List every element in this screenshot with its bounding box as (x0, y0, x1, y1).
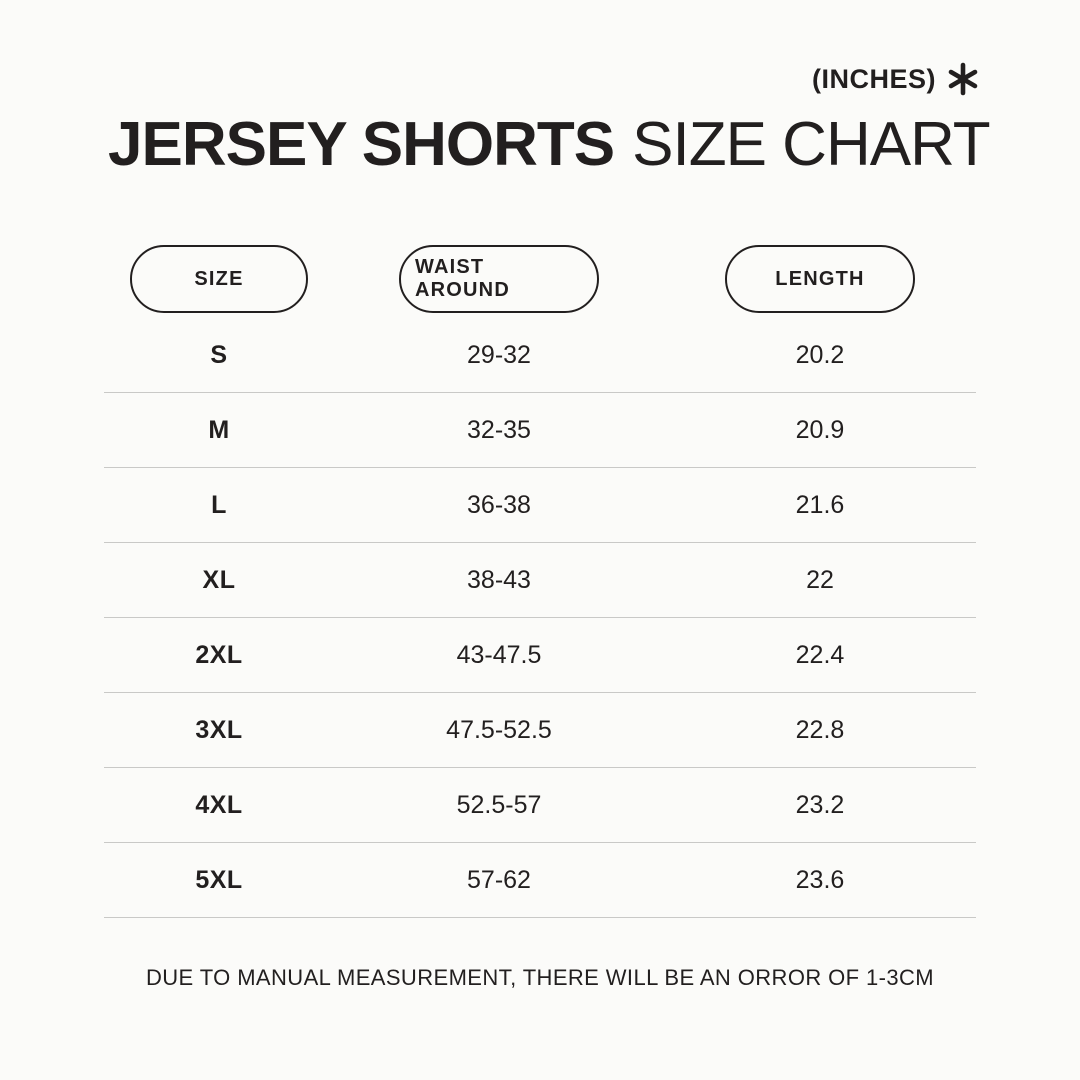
table-row (104, 768, 976, 843)
unit-label: (INCHES) (812, 63, 936, 94)
cell-size: S (210, 340, 228, 369)
cell-size: XL (202, 565, 236, 594)
cell-length: 20.9 (795, 415, 845, 444)
cell-waist: 47.5-52.5 (446, 715, 552, 744)
cell-size: L (211, 490, 227, 519)
cell-waist: 38-43 (467, 565, 531, 594)
header-pill-waist (399, 245, 599, 313)
header-pill-length (725, 245, 915, 313)
cell-length: 23.2 (795, 790, 845, 819)
title-light: SIZE CHART (632, 110, 990, 179)
cell-waist: 52.5-57 (456, 790, 542, 819)
cell-length: 22 (806, 565, 834, 594)
size-table (104, 240, 976, 918)
table-row (104, 543, 976, 618)
header-label-waist: WAIST AROUND (415, 256, 510, 301)
title-strong: JERSEY SHORTS (108, 110, 615, 179)
header-label-length: LENGTH (775, 267, 865, 290)
page-title (108, 110, 990, 179)
table-row (104, 618, 976, 693)
measurement-note: DUE TO MANUAL MEASUREMENT, THERE WILL BE AN ORROR OF 1-3CM (145, 965, 935, 990)
cell-length: 22.8 (795, 715, 845, 744)
table-row (104, 843, 976, 918)
table-row (104, 693, 976, 768)
header-cell-waist (334, 245, 664, 313)
cell-waist: 36-38 (467, 490, 531, 519)
cell-size: 5XL (195, 865, 243, 894)
cell-waist: 32-35 (467, 415, 531, 444)
cell-length: 20.2 (795, 340, 845, 369)
header-cell-length (664, 245, 976, 313)
cell-length: 23.6 (795, 865, 845, 894)
table-row (104, 318, 976, 393)
cell-length: 21.6 (795, 490, 845, 519)
header-cell-size (104, 245, 334, 313)
cell-size: 3XL (195, 715, 243, 744)
table-row (104, 393, 976, 468)
table-header-row (104, 240, 976, 318)
cell-size: 4XL (195, 790, 243, 819)
unit-row (812, 62, 980, 96)
header-label-size: SIZE (194, 267, 244, 290)
table-row (104, 468, 976, 543)
asterisk-icon (946, 62, 980, 96)
header-pill-size (130, 245, 308, 313)
cell-length: 22.4 (795, 640, 845, 669)
cell-waist: 57-62 (467, 865, 531, 894)
cell-size: M (208, 415, 230, 444)
cell-waist: 29-32 (467, 340, 531, 369)
cell-waist: 43-47.5 (456, 640, 542, 669)
cell-size: 2XL (195, 640, 243, 669)
